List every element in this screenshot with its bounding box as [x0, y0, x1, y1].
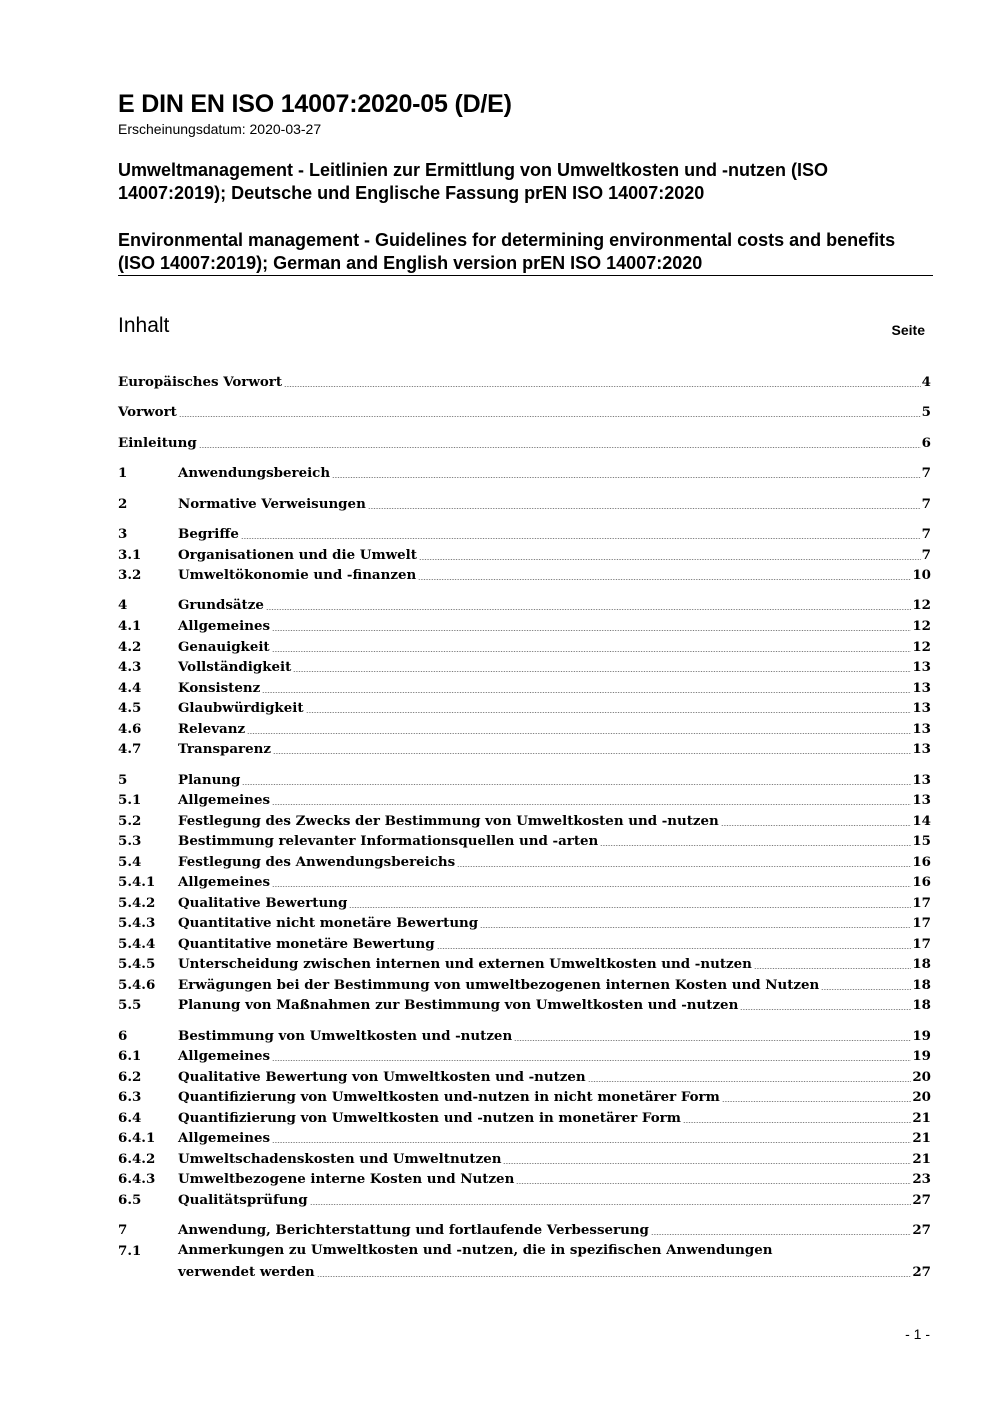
toc-entry-number: 2: [118, 496, 128, 512]
toc-entry-number: 5.2: [118, 813, 142, 829]
toc-entry[interactable]: [118, 935, 931, 953]
toc-entry[interactable]: [118, 1150, 931, 1168]
dot-leader: [272, 630, 911, 631]
toc-entry-page: 18: [912, 956, 931, 972]
toc-entry-title: Planung von Maßnahmen zur Bestimmung von Umweltkosten und -nutzen: [178, 997, 739, 1013]
toc-entry-page: 21: [912, 1151, 931, 1167]
toc-entry-number: 6.4.1: [118, 1130, 156, 1146]
toc-entry-title: Genauigkeit: [178, 639, 270, 655]
toc-entry-title: Umweltbezogene interne Kosten und Nutzen: [178, 1171, 515, 1187]
dot-leader: [273, 753, 911, 754]
toc-entry[interactable]: [118, 1027, 931, 1045]
toc-entry-number: 6.4.2: [118, 1151, 156, 1167]
toc-entry[interactable]: [118, 373, 931, 391]
toc-entry-page: 7: [921, 465, 931, 481]
toc-entry-page: 13: [912, 700, 931, 716]
toc-entry-page: 7: [921, 547, 931, 563]
toc-entry-page: 14: [912, 813, 931, 829]
table-of-contents: [118, 0, 931, 1403]
toc-entry-number: 3: [118, 526, 128, 542]
toc-entry-page: 12: [912, 618, 931, 634]
toc-entry[interactable]: [118, 1191, 931, 1209]
toc-entry[interactable]: [118, 1170, 931, 1188]
toc-entry-title: Erwägungen bei der Bestimmung von umweltbezogenen internen Kosten und Nutzen: [178, 977, 820, 993]
toc-entry-page: 4: [921, 374, 931, 390]
toc-entry[interactable]: [118, 894, 931, 912]
toc-entry[interactable]: [118, 679, 931, 697]
toc-entry[interactable]: [118, 434, 931, 452]
toc-entry-title: Glaubwürdigkeit: [178, 700, 304, 716]
dot-leader: [272, 804, 911, 805]
toc-entry-page: 13: [912, 792, 931, 808]
toc-entry-title: Vorwort: [118, 404, 177, 420]
toc-entry[interactable]: [118, 546, 931, 564]
toc-entry[interactable]: [118, 638, 931, 656]
toc-entry[interactable]: [118, 791, 931, 809]
toc-entry-page: 19: [912, 1028, 931, 1044]
toc-entry-number: 5.4.1: [118, 874, 156, 890]
toc-entry-number: 6.3: [118, 1089, 142, 1105]
toc-entry-number: 5.4.3: [118, 915, 156, 931]
toc-entry[interactable]: [118, 873, 931, 891]
toc-entry-page: 12: [912, 639, 931, 655]
dot-leader: [721, 825, 912, 826]
toc-entry-number: 5: [118, 772, 128, 788]
toc-entry-title: Grundsätze: [178, 597, 264, 613]
toc-entry[interactable]: [118, 1221, 931, 1239]
toc-entry-number: 5.4.4: [118, 936, 156, 952]
dot-leader: [821, 989, 911, 990]
toc-entry-page: 18: [912, 997, 931, 1013]
toc-entry-number: 4: [118, 597, 128, 613]
dot-leader: [272, 886, 911, 887]
toc-entry-title: verwendet werden: [178, 1264, 315, 1280]
toc-entry-page: 7: [921, 526, 931, 542]
dot-leader: [242, 784, 911, 785]
toc-entry[interactable]: [118, 996, 931, 1014]
toc-entry[interactable]: [118, 495, 931, 513]
toc-entry-page: 18: [912, 977, 931, 993]
toc-entry-page: 21: [912, 1110, 931, 1126]
toc-entry-number: 4.3: [118, 659, 142, 675]
dot-leader: [683, 1122, 911, 1123]
dot-leader: [754, 968, 911, 969]
toc-entry[interactable]: [118, 525, 931, 543]
toc-entry-page: 27: [912, 1222, 931, 1238]
toc-entry-number: 4.7: [118, 741, 142, 757]
toc-entry-page: 17: [912, 936, 931, 952]
toc-entry-title: Anwendung, Berichterstattung und fortlaufende Verbesserung: [178, 1222, 649, 1238]
dot-leader: [600, 845, 911, 846]
dot-leader: [514, 1040, 911, 1041]
toc-entry[interactable]: [118, 403, 931, 421]
toc-entry-title: Begriffe: [178, 526, 239, 542]
toc-entry[interactable]: [118, 832, 931, 850]
toc-entry[interactable]: [118, 1047, 931, 1065]
toc-entry-title: Quantifizierung von Umweltkosten und-nutzen in nicht monetärer Form: [178, 1089, 720, 1105]
toc-entry-title: Europäisches Vorwort: [118, 374, 283, 390]
dot-leader: [272, 1142, 911, 1143]
toc-entry[interactable]: [118, 914, 931, 932]
dot-leader: [266, 609, 912, 610]
toc-entry-page: 27: [912, 1192, 931, 1208]
toc-entry-number: 3.2: [118, 567, 142, 583]
toc-entry[interactable]: [118, 566, 931, 584]
toc-entry-number: 1: [118, 465, 128, 481]
toc-entry-page: 17: [912, 915, 931, 931]
toc-entry-number: 6.4: [118, 1110, 142, 1126]
toc-entry-title: Transparenz: [178, 741, 271, 757]
dot-leader: [310, 1204, 912, 1205]
toc-entry-title: Festlegung des Zwecks der Bestimmung von Umweltkosten und -nutzen: [178, 813, 719, 829]
toc-entry-number: 4.5: [118, 700, 142, 716]
toc-entry-number: 5.4.5: [118, 956, 156, 972]
toc-entry[interactable]: [118, 699, 931, 717]
toc-entry-page: 7: [921, 496, 931, 512]
toc-entry[interactable]: [118, 1068, 931, 1086]
toc-entry-number: 3.1: [118, 547, 142, 563]
dot-leader: [457, 866, 911, 867]
dot-leader: [516, 1183, 911, 1184]
dot-leader: [480, 927, 911, 928]
dot-leader: [651, 1234, 911, 1235]
dot-leader: [262, 692, 911, 693]
page-number: - 1 -: [905, 1326, 930, 1342]
title-english: Environmental management - Guidelines for determining environmental costs and benefits (ISO 14007:2019); German and English version prEN ISO 14007:2020: [118, 230, 896, 273]
toc-entry-number: 6.5: [118, 1192, 142, 1208]
toc-entry-title: Umweltökonomie und -finanzen: [178, 567, 417, 583]
toc-entry-page: 15: [912, 833, 931, 849]
toc-entry-title-line1: Anmerkungen zu Umweltkosten und -nutzen, die in spezifischen Anwendungen: [178, 1242, 773, 1258]
toc-entry-title: Bestimmung relevanter Informationsquellen und -arten: [178, 833, 599, 849]
toc-entry[interactable]: [118, 771, 931, 789]
toc-entry-number: 6.2: [118, 1069, 142, 1085]
toc-entry[interactable]: [118, 720, 931, 738]
toc-entry-page: 17: [912, 895, 931, 911]
toc-entry[interactable]: [118, 976, 931, 994]
dot-leader: [272, 1060, 911, 1061]
toc-entry-page: 23: [912, 1171, 931, 1187]
toc-entry-title: Umweltschadenskosten und Umweltnutzen: [178, 1151, 502, 1167]
dot-leader: [740, 1009, 911, 1010]
toc-entry-title: Festlegung des Anwendungsbereichs: [178, 854, 456, 870]
toc-entry-title: Normative Verweisungen: [178, 496, 366, 512]
toc-entry-page: 27: [912, 1264, 931, 1280]
toc-entry-title: Allgemeines: [178, 874, 271, 890]
toc-entry-title: Organisationen und die Umwelt: [178, 547, 417, 563]
toc-entry-number: 4.4: [118, 680, 142, 696]
toc-entry-number: 4.1: [118, 618, 142, 634]
toc-entry[interactable]: [118, 812, 931, 830]
toc-entry-page: 13: [912, 721, 931, 737]
dot-leader: [284, 386, 921, 387]
toc-entry-page: 20: [912, 1089, 931, 1105]
dot-leader: [419, 559, 921, 560]
toc-entry-page: 12: [912, 597, 931, 613]
toc-entry[interactable]: [118, 464, 931, 482]
toc-entry-page: 19: [912, 1048, 931, 1064]
toc-entry-number: 5.1: [118, 792, 142, 808]
toc-entry[interactable]: [118, 1129, 931, 1147]
title-german: Umweltmanagement - Leitlinien zur Ermittlung von Umweltkosten und -nutzen (ISO 14007:2019); Deutsche und Englische Fassung prEN ISO 14007:2020: [118, 160, 829, 203]
toc-entry-number: 6.4.3: [118, 1171, 156, 1187]
toc-entry-page: 6: [921, 435, 931, 451]
dot-leader: [349, 907, 911, 908]
dot-leader: [247, 733, 911, 734]
toc-entry-title: Quantitative monetäre Bewertung: [178, 936, 435, 952]
toc-entry-page: 21: [912, 1130, 931, 1146]
dot-leader: [332, 477, 921, 478]
dot-leader: [588, 1081, 912, 1082]
toc-entry-title: Unterscheidung zwischen internen und externen Umweltkosten und -nutzen: [178, 956, 752, 972]
toc-entry-title: Bestimmung von Umweltkosten und -nutzen: [178, 1028, 513, 1044]
toc-entry-page: 16: [912, 854, 931, 870]
toc-entry-number: 5.5: [118, 997, 142, 1013]
toc-entry-title: Vollständigkeit: [178, 659, 292, 675]
dot-leader: [179, 416, 921, 417]
toc-entry-title: Qualitative Bewertung: [178, 895, 348, 911]
toc-entry-title: Allgemeines: [178, 618, 271, 634]
dot-leader: [199, 447, 921, 448]
toc-entry-number: 4.6: [118, 721, 142, 737]
toc-entry[interactable]: [118, 596, 931, 614]
toc-entry-number: 7: [118, 1222, 128, 1238]
toc-entry[interactable]: [118, 955, 931, 973]
toc-entry-number: 7.1: [118, 1243, 142, 1259]
dot-leader: [293, 671, 911, 672]
toc-entry-page: 5: [921, 404, 931, 420]
dot-leader: [317, 1276, 912, 1277]
toc-entry-title: Qualitätsprüfung: [178, 1192, 308, 1208]
document-id: E DIN EN ISO 14007:2020-05 (D/E): [118, 90, 512, 118]
toc-entry-number: 5.4: [118, 854, 142, 870]
toc-entry-title: Quantitative nicht monetäre Bewertung: [178, 915, 479, 931]
toc-entry-title: Qualitative Bewertung von Umweltkosten und -nutzen: [178, 1069, 586, 1085]
toc-entry-number: 5.3: [118, 833, 142, 849]
toc-entry[interactable]: [118, 1088, 931, 1106]
dot-leader: [722, 1101, 912, 1102]
toc-entry-page: 20: [912, 1069, 931, 1085]
toc-entry-page: 16: [912, 874, 931, 890]
toc-entry-title: Planung: [178, 772, 241, 788]
toc-entry-title: Konsistenz: [178, 680, 261, 696]
toc-entry[interactable]: [118, 1109, 931, 1127]
toc-entry-title: Allgemeines: [178, 1048, 271, 1064]
dot-leader: [306, 712, 912, 713]
toc-entry-number: 4.2: [118, 639, 142, 655]
toc-entry-number: 5.4.2: [118, 895, 156, 911]
dot-leader: [418, 579, 911, 580]
toc-entry[interactable]: [118, 617, 931, 635]
toc-entry[interactable]: [118, 740, 931, 758]
dot-leader: [503, 1163, 911, 1164]
toc-entry-page: 10: [912, 567, 931, 583]
toc-entry-page: 13: [912, 772, 931, 788]
toc-entry-title: Anwendungsbereich: [178, 465, 331, 481]
dot-leader: [437, 948, 912, 949]
toc-entry-title: Quantifizierung von Umweltkosten und -nutzen in monetärer Form: [178, 1110, 681, 1126]
toc-entry[interactable]: [118, 853, 931, 871]
toc-page-label: Seite: [891, 322, 925, 338]
toc-entry-page: 13: [912, 659, 931, 675]
toc-heading: Inhalt: [118, 314, 170, 337]
toc-entry-title: Relevanz: [178, 721, 246, 737]
toc-entry-page: 13: [912, 680, 931, 696]
toc-entry-number: 6.1: [118, 1048, 142, 1064]
toc-entry-title: Einleitung: [118, 435, 197, 451]
toc-entry[interactable]: [118, 658, 931, 676]
toc-entry-title: Allgemeines: [178, 792, 271, 808]
toc-entry-number: 6: [118, 1028, 128, 1044]
dot-leader: [241, 538, 921, 539]
toc-entry-page: 13: [912, 741, 931, 757]
toc-entry-title: Allgemeines: [178, 1130, 271, 1146]
publication-date: Erscheinungsdatum: 2020-03-27: [118, 121, 322, 137]
dot-leader: [272, 651, 912, 652]
dot-leader: [368, 508, 921, 509]
toc-entry-number: 5.4.6: [118, 977, 156, 993]
